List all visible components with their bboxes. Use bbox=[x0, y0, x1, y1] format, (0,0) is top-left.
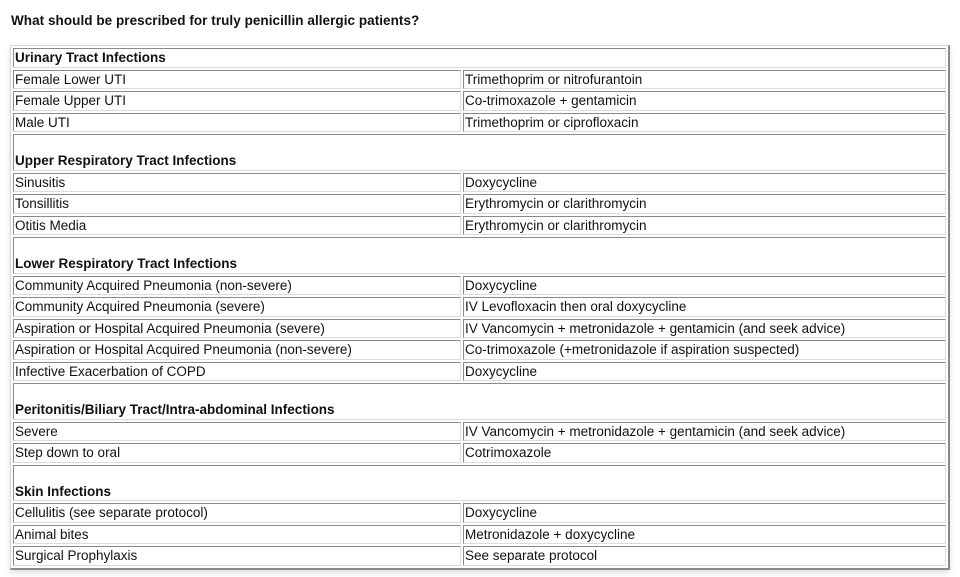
prescription-table-container bbox=[10, 45, 950, 570]
treatment-cell: Cotrimoxazole bbox=[463, 443, 946, 463]
condition-cell: Cellulitis (see separate protocol) bbox=[13, 503, 461, 523]
section-heading: Urinary Tract Infections bbox=[13, 48, 946, 68]
treatment-cell: IV Vancomycin + metronidazole + gentamicin (and seek advice) bbox=[463, 319, 946, 339]
condition-cell: Community Acquired Pneumonia (non-severe) bbox=[13, 276, 461, 296]
treatment-cell: Doxycycline bbox=[463, 503, 946, 523]
section-header-row bbox=[13, 237, 946, 274]
condition-cell: Tonsillitis bbox=[13, 194, 461, 214]
prescription-table-body bbox=[13, 48, 946, 566]
treatment-cell: Erythromycin or clarithromycin bbox=[463, 194, 946, 214]
treatment-cell: See separate protocol bbox=[463, 546, 946, 566]
section-heading-cell bbox=[13, 237, 946, 274]
section-spacer bbox=[15, 384, 944, 401]
table-row bbox=[13, 276, 946, 296]
section-header-row bbox=[13, 383, 946, 420]
table-row bbox=[13, 443, 946, 463]
section-header-row bbox=[13, 465, 946, 502]
section-header-row bbox=[13, 134, 946, 171]
condition-cell: Aspiration or Hospital Acquired Pneumonia (non-severe) bbox=[13, 340, 461, 360]
condition-cell: Infective Exacerbation of COPD bbox=[13, 362, 461, 382]
treatment-cell: Co-trimoxazole (+metronidazole if aspiration suspected) bbox=[463, 340, 946, 360]
condition-cell: Severe bbox=[13, 422, 461, 442]
table-row bbox=[13, 546, 946, 566]
treatment-cell: Erythromycin or clarithromycin bbox=[463, 216, 946, 236]
table-row bbox=[13, 91, 946, 111]
table-row bbox=[13, 503, 946, 523]
treatment-cell: Doxycycline bbox=[463, 173, 946, 193]
section-heading: Peritonitis/Biliary Tract/Intra-abdominal Infections bbox=[15, 402, 335, 417]
section-spacer bbox=[15, 466, 944, 483]
condition-cell: Otitis Media bbox=[13, 216, 461, 236]
section-spacer bbox=[15, 238, 944, 255]
table-row bbox=[13, 194, 946, 214]
treatment-cell: IV Vancomycin + metronidazole + gentamicin (and seek advice) bbox=[463, 422, 946, 442]
section-heading: Skin Infections bbox=[15, 483, 112, 499]
table-row bbox=[13, 173, 946, 193]
section-spacer bbox=[15, 135, 944, 152]
table-row bbox=[13, 422, 946, 442]
table-row bbox=[13, 70, 946, 90]
section-heading: Lower Respiratory Tract Infections bbox=[15, 256, 238, 271]
treatment-cell: Trimethoprim or nitrofurantoin bbox=[463, 70, 946, 90]
treatment-cell: IV Levofloxacin then oral doxycycline bbox=[463, 297, 946, 317]
condition-cell: Step down to oral bbox=[13, 443, 461, 463]
section-header-row bbox=[13, 48, 946, 68]
table-row bbox=[13, 297, 946, 317]
condition-cell: Female Lower UTI bbox=[13, 70, 461, 90]
section-heading-cell bbox=[13, 134, 946, 171]
condition-cell: Surgical Prophylaxis bbox=[13, 546, 461, 566]
treatment-cell: Doxycycline bbox=[463, 362, 946, 382]
table-row bbox=[13, 362, 946, 382]
condition-cell: Aspiration or Hospital Acquired Pneumonia (severe) bbox=[13, 319, 461, 339]
condition-cell: Female Upper UTI bbox=[13, 91, 461, 111]
condition-cell: Sinusitis bbox=[13, 173, 461, 193]
table-row bbox=[13, 113, 946, 133]
treatment-cell: Trimethoprim or ciprofloxacin bbox=[463, 113, 946, 133]
section-heading-cell bbox=[13, 465, 946, 502]
table-row bbox=[13, 525, 946, 545]
table-row bbox=[13, 216, 946, 236]
prescription-table bbox=[10, 45, 950, 570]
table-row bbox=[13, 319, 946, 339]
condition-cell: Community Acquired Pneumonia (severe) bbox=[13, 297, 461, 317]
treatment-cell: Doxycycline bbox=[463, 276, 946, 296]
treatment-cell: Metronidazole + doxycycline bbox=[463, 525, 946, 545]
page-title: What should be prescribed for truly penicillin allergic patients? bbox=[11, 13, 420, 28]
section-heading-cell bbox=[13, 383, 946, 420]
table-row bbox=[13, 340, 946, 360]
section-heading: Upper Respiratory Tract Infections bbox=[15, 153, 237, 168]
treatment-cell: Co-trimoxazole + gentamicin bbox=[463, 91, 946, 111]
condition-cell: Animal bites bbox=[13, 525, 461, 545]
condition-cell: Male UTI bbox=[13, 113, 461, 133]
